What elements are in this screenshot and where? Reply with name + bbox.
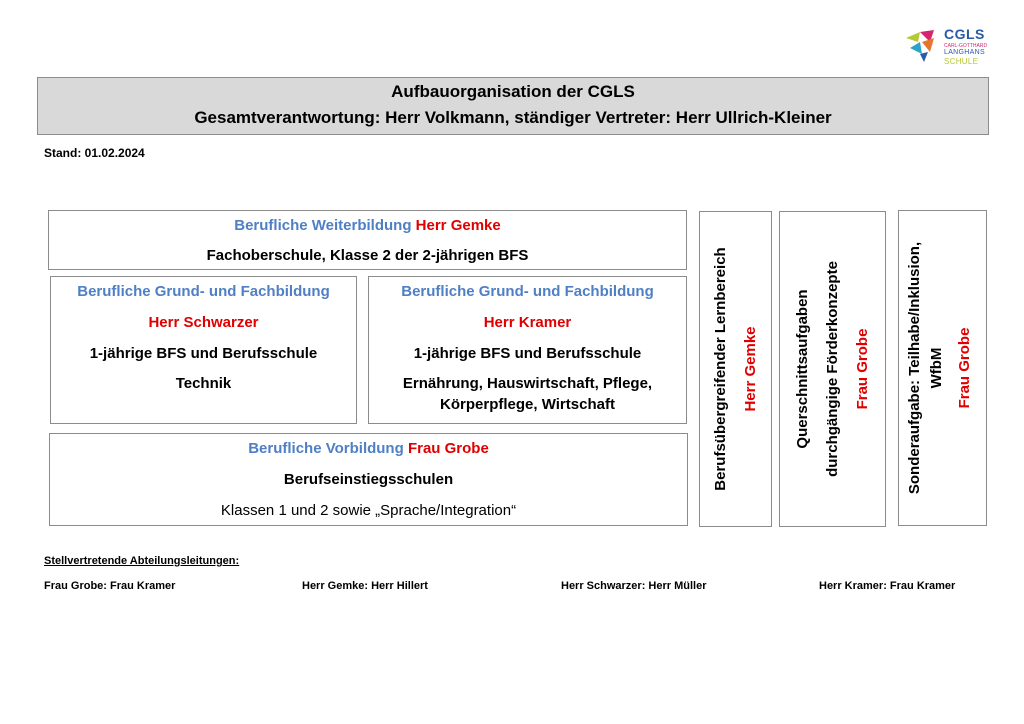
page-header <box>37 77 989 135</box>
department-title: Berufliche Weiterbildung <box>234 217 412 234</box>
department-description: Fachoberschule, Klasse 2 der 2-jährigen BFS <box>206 247 529 264</box>
department-description: 1-jährige BFS und Berufsschule <box>413 345 642 362</box>
page-subtitle: Gesamtverantwortung: Herr Volkmann, ständiger Vertreter: Herr Ullrich-Kleiner <box>194 108 832 127</box>
area-head: Herr Gemke <box>741 326 759 412</box>
deputy-entry: Herr Kramer: Frau Kramer <box>819 580 956 592</box>
vertical-label <box>904 242 982 494</box>
box-querschnittsaufgaben <box>779 211 886 527</box>
vertical-label <box>706 247 766 490</box>
area-title: Querschnittsaufgaben <box>793 289 811 449</box>
box-weiterbildung <box>48 210 687 270</box>
date-stamp: Stand: 01.02.2024 <box>44 146 145 160</box>
logo-line1: CARL-GOTTHARD <box>944 43 988 49</box>
box-vorbildung <box>49 433 688 526</box>
department-head: Herr Schwarzer <box>148 314 259 331</box>
department-head: Frau Grobe <box>407 440 489 457</box>
department-description: Berufseinstiegsschulen <box>283 471 454 488</box>
department-field: Ernährung, Hauswirtschaft, Pflege, <box>402 375 653 392</box>
vertical-label <box>788 261 878 477</box>
area-title: Berufsübergreifender Lernbereich <box>711 247 729 491</box>
area-title: Sonderaufgabe: Teilhabe/Inklusion, <box>905 241 923 495</box>
deputies-heading: Stellvertretende Abteilungsleitungen: <box>44 555 240 567</box>
school-logo <box>904 26 994 66</box>
area-subtitle: WfbM <box>927 347 945 389</box>
logo-mark-icon <box>904 28 938 62</box>
department-head: Herr Kramer <box>483 314 572 331</box>
box-berufsuebergreifend <box>699 211 772 527</box>
deputy-entry: Frau Grobe: Frau Kramer <box>44 580 176 592</box>
department-title: Berufliche Grund- und Fachbildung <box>401 283 654 300</box>
logo-name: CGLS <box>944 26 985 42</box>
box-grundbildung-technik <box>50 276 357 424</box>
logo-line2: LANGHANS <box>944 49 985 56</box>
area-head: Frau Grobe <box>853 328 871 410</box>
area-head: Frau Grobe <box>955 327 973 409</box>
page-title: Aufbauorganisation der CGLS <box>391 82 635 101</box>
department-classes: Klassen 1 und 2 sowie „Sprache/Integration“ <box>220 502 517 519</box>
department-title: Berufliche Vorbildung <box>248 440 404 457</box>
area-subtitle: durchgängige Förderkonzepte <box>823 261 841 477</box>
department-description: 1-jährige BFS und Berufsschule <box>89 345 318 362</box>
box-sonderaufgabe <box>898 210 987 526</box>
logo-line3: SCHULE <box>944 57 979 66</box>
deputy-entry: Herr Schwarzer: Herr Müller <box>561 580 707 592</box>
department-head: Herr Gemke <box>415 217 501 234</box>
deputy-entry: Herr Gemke: Herr Hillert <box>302 580 428 592</box>
department-field-cont: Körperpflege, Wirtschaft <box>440 396 615 413</box>
box-heading <box>50 440 687 457</box>
box-heading <box>49 217 686 234</box>
department-title: Berufliche Grund- und Fachbildung <box>77 283 330 300</box>
department-field: Technik <box>175 375 232 392</box>
box-grundbildung-ernaehrung <box>368 276 687 424</box>
